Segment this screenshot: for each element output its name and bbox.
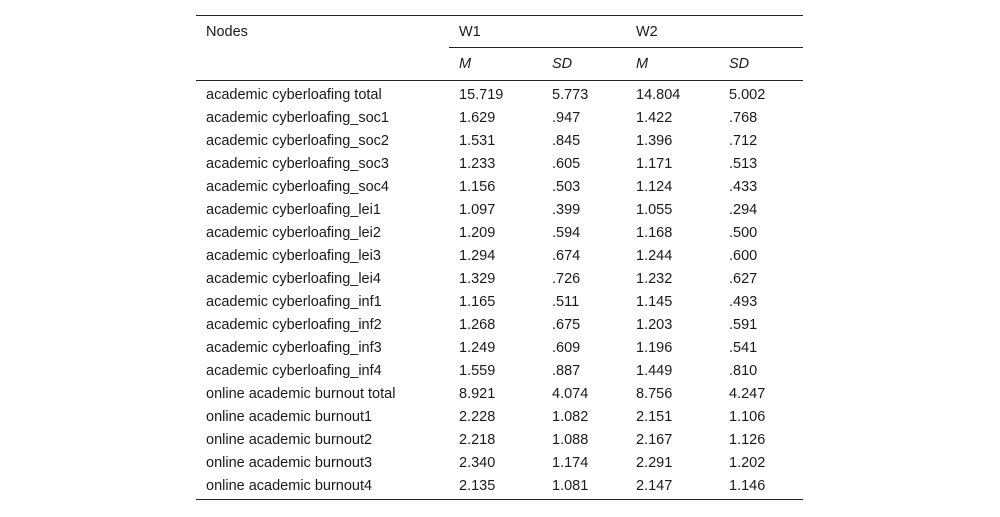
w1-mean-cell: 1.233: [459, 155, 496, 172]
nodes-subheader-blank: [196, 48, 449, 81]
table-row: [196, 175, 803, 198]
w1-mean-cell: 2.228: [459, 408, 496, 425]
w2-sd-cell: .513: [729, 155, 758, 172]
w1-sd-cell: 5.773: [552, 86, 589, 103]
descriptive-statistics-table: [196, 15, 803, 500]
w1-mean-cell: 1.329: [459, 270, 496, 287]
w1-mean-cell: 2.218: [459, 431, 496, 448]
node-name-cell: academic cyberloafing_inf1: [206, 293, 382, 310]
w2-mean-cell: 1.171: [636, 155, 673, 172]
table-row: [196, 451, 803, 474]
w1-mean-cell: 1.531: [459, 132, 496, 149]
w2-sd-cell: .591: [729, 316, 758, 333]
table-row: [196, 336, 803, 359]
w2-mean-cell: 1.168: [636, 224, 673, 241]
w2-sd-cell: .712: [729, 132, 758, 149]
w2-mean-cell: 8.756: [636, 385, 673, 402]
w1-sd-cell: 1.088: [552, 431, 589, 448]
table-row: [196, 267, 803, 290]
table-row: [196, 244, 803, 267]
node-name-cell: academic cyberloafing_lei3: [206, 247, 381, 264]
w2-mean-cell: 1.422: [636, 109, 673, 126]
table-row: [196, 221, 803, 244]
w1-sd-header: SD: [542, 48, 626, 81]
table-row: [196, 290, 803, 313]
w1-mean-header: M: [449, 48, 542, 81]
node-name-cell: academic cyberloafing_soc2: [206, 132, 389, 149]
node-name-cell: academic cyberloafing_lei4: [206, 270, 381, 287]
w2-mean-cell: 2.151: [636, 408, 673, 425]
w2-mean-cell: 1.244: [636, 247, 673, 264]
w1-sd-cell: .511: [552, 293, 580, 310]
table-row: [196, 152, 803, 175]
w1-mean-cell: 2.135: [449, 474, 542, 500]
w1-sd-cell: .674: [552, 247, 581, 264]
w2-mean-cell: 1.203: [636, 316, 673, 333]
w1-sd-cell: .605: [552, 155, 581, 172]
table-row: [196, 405, 803, 428]
w2-sd-cell: 5.002: [729, 86, 766, 103]
w2-mean-cell: 2.167: [636, 431, 673, 448]
table-row: [196, 428, 803, 451]
w2-sd-cell: .627: [729, 270, 758, 287]
table-body: [196, 81, 803, 500]
w2-sd-cell: .294: [729, 201, 758, 218]
node-name-cell: online academic burnout3: [206, 454, 373, 471]
w1-sd-cell: .609: [552, 339, 581, 356]
w2-sd-header: SD: [719, 48, 803, 81]
w2-sd-cell: .500: [729, 224, 758, 241]
w1-mean-cell: 1.209: [459, 224, 496, 241]
node-name-cell: academic cyberloafing total: [206, 86, 382, 103]
w1-mean-cell: 1.165: [459, 293, 496, 310]
w1-sd-cell: .887: [552, 362, 581, 379]
node-name-cell: online academic burnout1: [206, 408, 373, 425]
wave-1-header: W1: [449, 16, 626, 48]
node-name-cell: academic cyberloafing_soc1: [206, 109, 389, 126]
w2-mean-cell: 1.196: [636, 339, 673, 356]
table-row: [196, 313, 803, 336]
statistic-header-row: [196, 48, 803, 81]
descriptive-statistics-table-container: [196, 15, 803, 500]
w1-sd-cell: .947: [552, 109, 581, 126]
node-name-cell: online academic burnout total: [206, 385, 396, 402]
w1-mean-cell: 1.294: [459, 247, 496, 264]
w2-sd-cell: .600: [729, 247, 758, 264]
table-row: [196, 106, 803, 129]
w2-mean-header: M: [626, 48, 719, 81]
node-name-cell: academic cyberloafing_inf2: [206, 316, 382, 333]
node-name-cell: academic cyberloafing_inf4: [206, 362, 382, 379]
w2-sd-cell: .768: [729, 109, 758, 126]
w2-sd-cell: .433: [729, 178, 758, 195]
w1-sd-cell: .675: [552, 316, 581, 333]
w1-sd-cell: .726: [552, 270, 581, 287]
node-name-cell: academic cyberloafing_lei1: [206, 201, 381, 218]
w2-sd-cell: .493: [729, 293, 758, 310]
table-row: [196, 382, 803, 405]
wave-header-row: [196, 16, 803, 48]
w1-mean-cell: 15.719: [459, 86, 504, 103]
node-name-cell: online academic burnout4: [196, 474, 449, 500]
w2-sd-cell: .541: [729, 339, 758, 356]
w1-sd-cell: .503: [552, 178, 581, 195]
table-row: [196, 359, 803, 382]
w2-sd-cell: 1.106: [729, 408, 766, 425]
w2-mean-cell: 1.124: [636, 178, 673, 195]
w2-sd-cell: 1.126: [729, 431, 766, 448]
w1-sd-cell: 1.174: [552, 454, 589, 471]
table-row: [196, 474, 803, 500]
w2-sd-cell: 4.247: [729, 385, 766, 402]
node-name-cell: academic cyberloafing_soc4: [206, 178, 389, 195]
node-name-cell: academic cyberloafing_soc3: [206, 155, 389, 172]
w2-sd-cell: .810: [729, 362, 758, 379]
w2-mean-cell: 1.145: [636, 293, 673, 310]
w1-mean-cell: 1.097: [459, 201, 496, 218]
w1-mean-cell: 8.921: [459, 385, 496, 402]
w2-mean-cell: 2.291: [636, 454, 673, 471]
w1-sd-cell: 4.074: [552, 385, 589, 402]
w1-sd-cell: .845: [552, 132, 581, 149]
node-name-cell: academic cyberloafing_inf3: [206, 339, 382, 356]
table-row: [196, 81, 803, 107]
w1-mean-cell: 2.340: [459, 454, 496, 471]
w2-sd-cell: 1.202: [729, 454, 766, 471]
w1-sd-cell: .594: [552, 224, 581, 241]
wave-2-header: W2: [626, 16, 803, 48]
w2-sd-cell: 1.146: [719, 474, 803, 500]
w2-mean-cell: 2.147: [626, 474, 719, 500]
w2-mean-cell: 1.055: [636, 201, 673, 218]
w1-mean-cell: 1.629: [459, 109, 496, 126]
w1-mean-cell: 1.249: [459, 339, 496, 356]
w1-sd-cell: 1.081: [542, 474, 626, 500]
w1-mean-cell: 1.156: [459, 178, 496, 195]
table-row: [196, 129, 803, 152]
w2-mean-cell: 14.804: [636, 86, 681, 103]
node-name-cell: online academic burnout2: [206, 431, 373, 448]
node-name-cell: academic cyberloafing_lei2: [206, 224, 381, 241]
table-row: [196, 198, 803, 221]
w2-mean-cell: 1.396: [636, 132, 673, 149]
w2-mean-cell: 1.232: [636, 270, 673, 287]
w1-sd-cell: 1.082: [552, 408, 589, 425]
w2-mean-cell: 1.449: [636, 362, 673, 379]
w1-mean-cell: 1.559: [459, 362, 496, 379]
w1-mean-cell: 1.268: [459, 316, 496, 333]
nodes-column-header: Nodes: [196, 16, 449, 48]
w1-sd-cell: .399: [552, 201, 581, 218]
